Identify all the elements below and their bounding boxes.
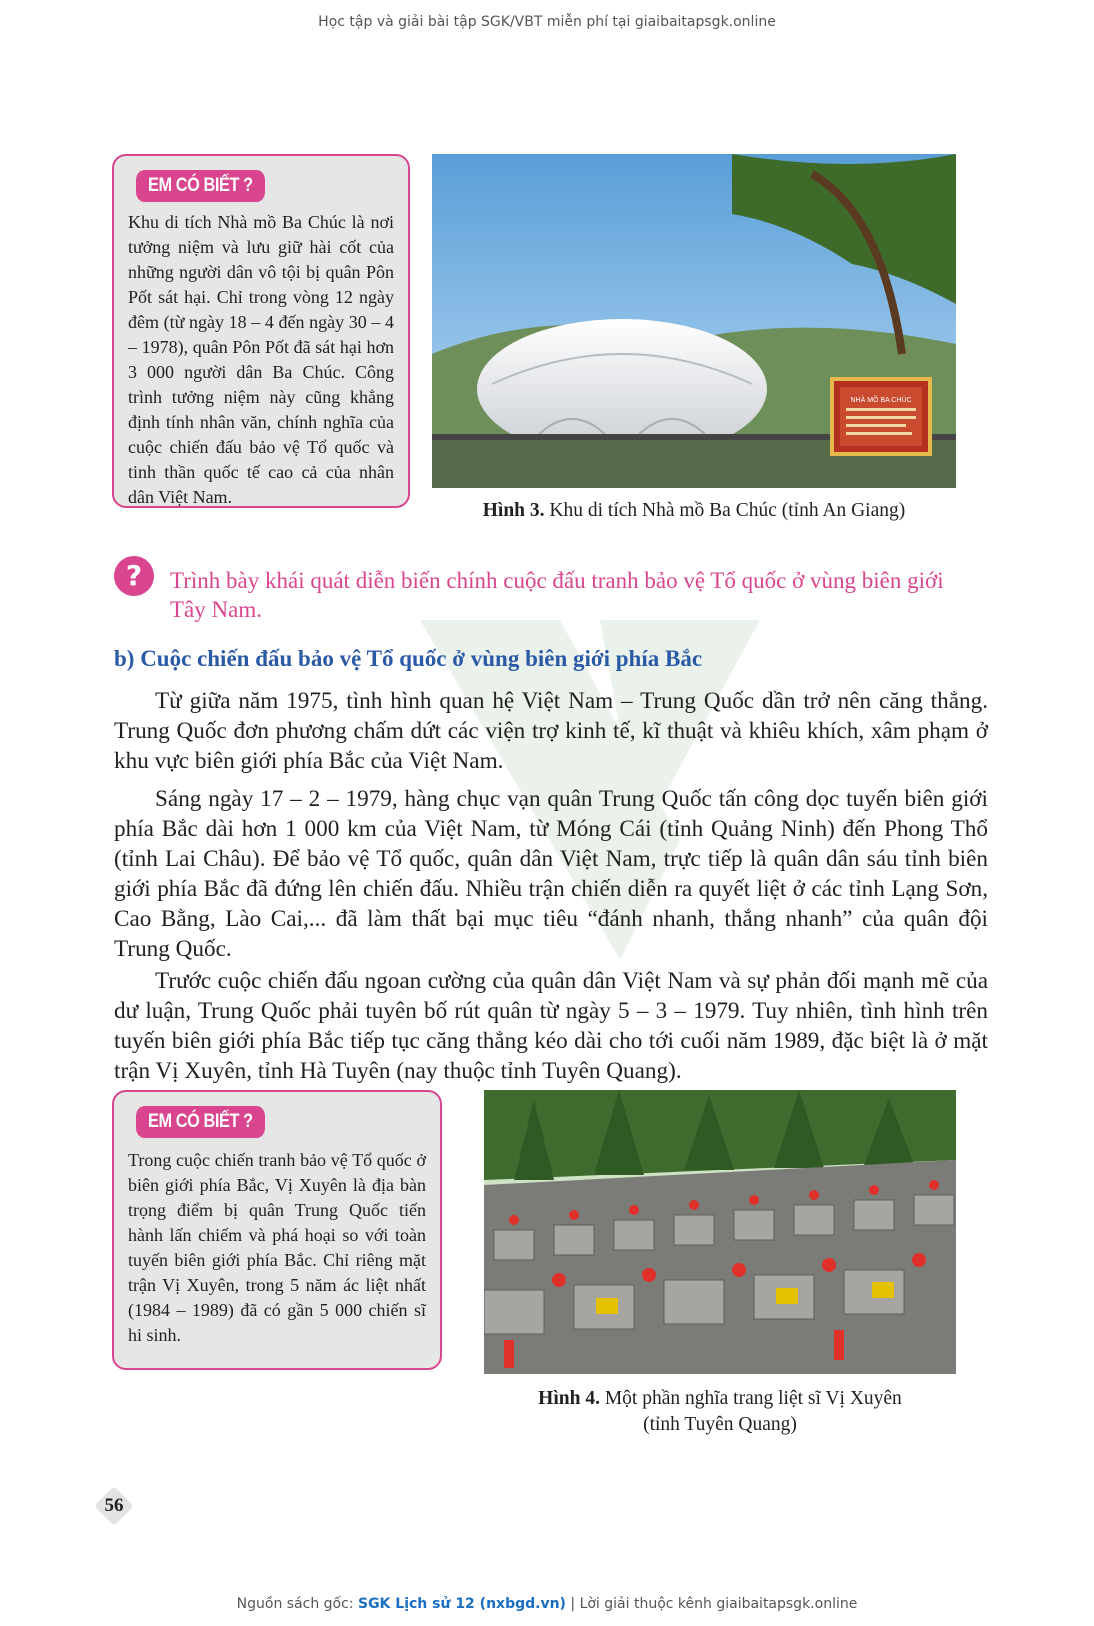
page-number [92, 1484, 136, 1528]
figure-4-caption-line2: (tỉnh Tuyên Quang) [643, 1414, 797, 1435]
figure-4-label: Hình 4. [538, 1388, 600, 1409]
figure-3-photo [432, 154, 956, 488]
did-you-know-box-1 [112, 154, 410, 508]
footer-suffix: | Lời giải thuộc kênh giaibaitapsgk.online [565, 1596, 858, 1612]
did-you-know-text: Khu di tích Nhà mồ Ba Chúc là nơi tưởng niệm và lưu giữ hài cốt của những người dân vô tội bị quân Pôn Pốt sát hại. Chỉ trong vòng 12 ngày đêm (từ ngày 18 – 4 đến ngày 30 – 4 – 1978), quân Pôn Pốt đã sát hại hơn 3 000 người dân Ba Chúc. Công trình tưởng niệm này cũng khẳng định tính nhân văn, chính nghĩa của cuộc chiến đấu bảo vệ Tổ quốc và tinh thần quốc tế cao cả của nhân dân Việt Nam. [128, 212, 394, 507]
figure-4-photo [484, 1090, 956, 1374]
footer-source-link[interactable]: SGK Lịch sử 12 (nxbgd.vn) [357, 1596, 566, 1612]
paragraph-3: Trước cuộc chiến đấu ngoan cường của quân dân Việt Nam và sự phản đối mạnh mẽ của dư luận, Trung Quốc phải tuyên bố rút quân từ ngày 5 – 3 – 1979. Tuy nhiên, tình hình trên tuyến biên giới phía Bắc tiếp tục căng thẳng kéo dài cho tới cuối năm 1989, đặc biệt là ở mặt trận Vị Xuyên, tỉnh Hà Tuyên (nay thuộc tỉnh Tuyên Quang). [114, 968, 988, 1084]
figure-4-caption [484, 1386, 956, 1438]
did-you-know-tag: EM CÓ BIẾT ? [136, 1106, 265, 1138]
page-number-text: 56 [104, 1495, 124, 1516]
paragraph-1: Từ giữa năm 1975, tình hình quan hệ Việt Nam – Trung Quốc dần trở nên căng thẳng. Trung Quốc đơn phương chấm dứt các viện trợ kinh tế, kĩ thuật và khiêu khích, xâm phạm ở khu vực biên giới phía Bắc của Việt Nam. [114, 688, 988, 774]
question-mark-icon: ? [114, 556, 154, 596]
section-heading: b) Cuộc chiến đấu bảo vệ Tổ quốc ở vùng biên giới phía Bắc [114, 646, 703, 671]
figure-4-caption-text: Một phần nghĩa trang liệt sĩ Vị Xuyên [599, 1388, 902, 1409]
did-you-know-text: Trong cuộc chiến tranh bảo vệ Tổ quốc ở biên giới phía Bắc, Vị Xuyên là địa bàn trọng điểm bị quân Trung Quốc tiến hành lấn chiếm và phá hoại so với toàn tuyến biên giới phía Bắc. Chỉ riêng mặt trận Vị Xuyên, trong 5 năm ác liệt nhất (1984 – 1989) đã có gần 5 000 chiến sĩ hi sinh. [128, 1150, 426, 1345]
figure-3-caption-text: Khu di tích Nhà mồ Ba Chúc (tỉnh An Giang) [544, 500, 906, 521]
page-header: Học tập và giải bài tập SGK/VBT miễn phí tại giaibaitapsgk.online [318, 14, 776, 30]
footer-prefix: Nguồn sách gốc: [236, 1596, 358, 1612]
did-you-know-box-2 [112, 1090, 442, 1370]
figure-3-label: Hình 3. [482, 500, 545, 521]
memorial-sign-text: NHÀ MỒ BA CHÚC [850, 397, 912, 404]
question-text: Trình bày khái quát diễn biến chính cuộc đấu tranh bảo vệ Tổ quốc ở vùng biên giới Tây Nam. [170, 568, 944, 622]
paragraph-2: Sáng ngày 17 – 2 – 1979, hàng chục vạn quân Trung Quốc tấn công dọc tuyến biên giới phía Bắc dài hơn 1 000 km của Việt Nam, từ Móng Cái (tỉnh Quảng Ninh) đến Phong Thổ (tỉnh Lai Châu). Để bảo vệ Tổ quốc, quân dân Việt Nam, trực tiếp là quân dân sáu tỉnh biên giới phía Bắc đã đứng lên chiến đấu. Nhiều trận chiến diễn ra quyết liệt ở các tỉnh Lạng Sơn, Cao Bằng, Lào Cai,... đã làm thất bại mục tiêu “đánh nhanh, thắng nhanh” của quân đội Trung Quốc. [114, 786, 988, 962]
did-you-know-tag: EM CÓ BIẾT ? [136, 170, 265, 202]
figure-3-caption [432, 498, 956, 524]
page-footer [0, 1596, 1094, 1612]
